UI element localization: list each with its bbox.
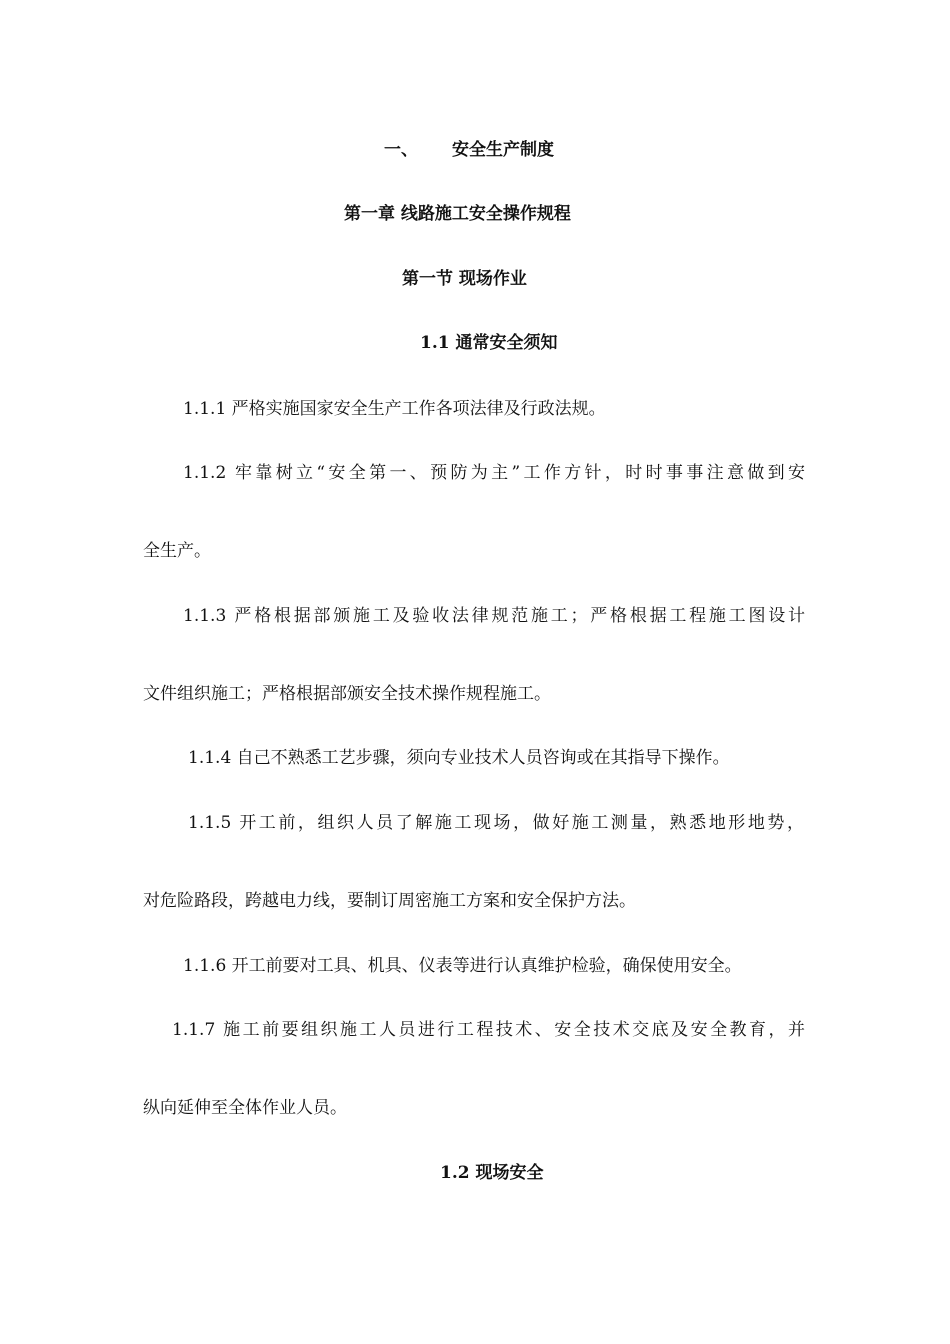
part-heading-number: 一、: [384, 140, 418, 160]
paragraph-1-1-5-line2: 对危险路段，跨越电力线，要制订周密施工方案和安全保护方法。: [143, 891, 636, 911]
paragraph-1-1-3-line2: 文件组织施工；严格根据部颁安全技术操作规程施工。: [143, 684, 551, 704]
part-heading: [384, 138, 554, 162]
paragraph-1-1-4: 1.1.4 自己不熟悉工艺步骤，须向专业技术人员咨询或在其指导下操作。: [188, 748, 730, 768]
section-heading: 第一节 现场作业: [402, 269, 527, 289]
part-heading-title: 安全生产制度: [452, 140, 554, 160]
paragraph-1-1-7-line1: 1.1.7 施工前要组织施工人员进行工程技术、安全技术交底及安全教育，并: [172, 1020, 805, 1040]
paragraph-1-1-2-line2: 全生产。: [143, 541, 211, 561]
paragraph-1-1-2-line1: 1.1.2 牢靠树立“安全第一、预防为主”工作方针，时时事事注意做到安: [183, 463, 805, 483]
chapter-heading: 第一章 线路施工安全操作规程: [344, 204, 571, 224]
paragraph-1-1-5-line1: 1.1.5 开工前，组织人员了解施工现场，做好施工测量，熟悉地形地势，: [188, 813, 804, 833]
paragraph-1-1-6: 1.1.6 开工前要对工具、机具、仪表等进行认真维护检验，确保使用安全。: [183, 956, 742, 976]
subsection-heading-1-2: 1.2 现场安全: [440, 1163, 544, 1183]
paragraph-1-1-7-line2: 纵向延伸至全体作业人员。: [143, 1098, 347, 1118]
subsection-heading-1-1: 1.1 通常安全须知: [420, 333, 558, 353]
paragraph-1-1-3-line1: 1.1.3 严格根据部颁施工及验收法律规范施工；严格根据工程施工图设计: [183, 606, 805, 626]
paragraph-1-1-1: 1.1.1 严格实施国家安全生产工作各项法律及行政法规。: [183, 399, 606, 419]
